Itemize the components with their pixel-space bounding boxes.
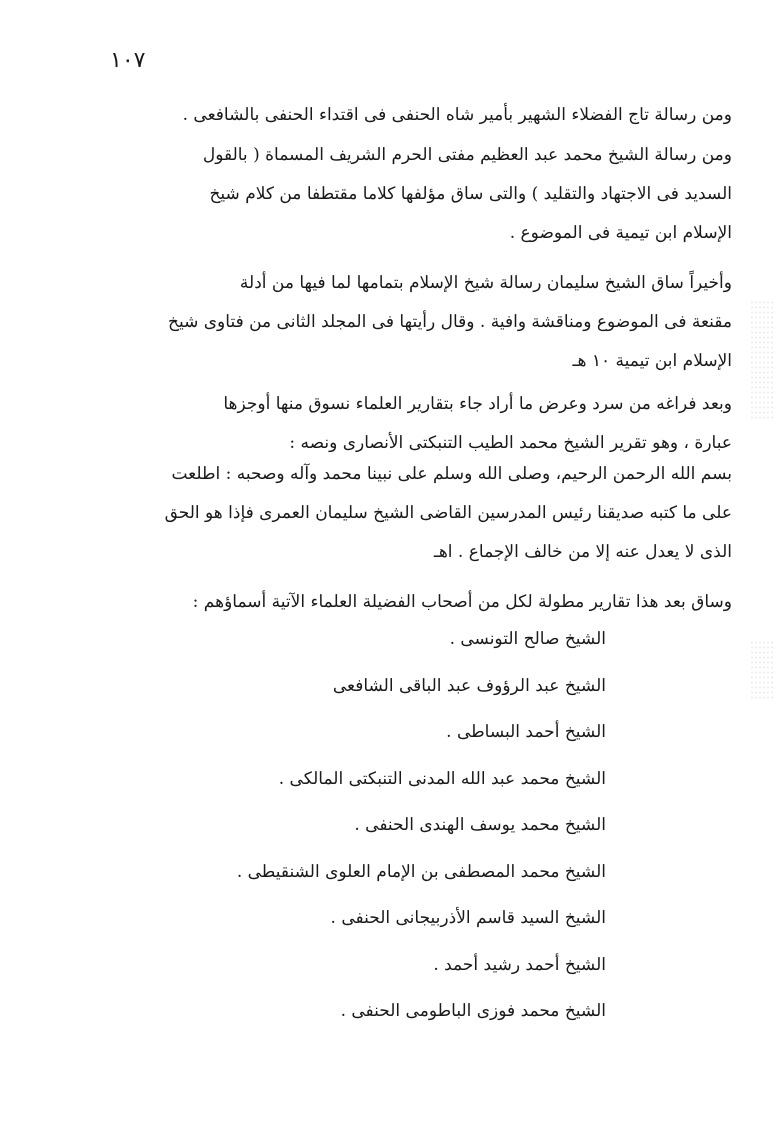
paragraph-line: السديد فى الاجتهاد والتقليد ) والتى ساق مؤلفها كلاما مقتطفا من كلام شيخ <box>209 184 732 204</box>
paragraph-line: مقنعة فى الموضوع ومناقشة وافية . وقال رأيتها فى المجلد الثانى من فتاوى شيخ <box>168 312 732 332</box>
paragraph-line: ومن رسالة تاج الفضلاء الشهير بأمير شاه الحنفى فى اقتداء الحنفى بالشافعى . <box>182 105 732 125</box>
paragraph-line: ومن رسالة الشيخ محمد عبد العظيم مفتى الحرم الشريف المسماة ( بالقول <box>202 145 732 165</box>
scan-noise <box>750 300 774 420</box>
paragraph-4 <box>92 385 732 463</box>
scholar-name: الشيخ محمد يوسف الهندى الحنفى . <box>354 815 606 835</box>
scholar-name: الشيخ محمد عبد الله المدنى التنبكتى المالكى . <box>278 768 606 789</box>
paragraph-3 <box>92 264 732 381</box>
scholar-name: الشيخ السيد قاسم الأذربيجانى الحنفى . <box>330 908 606 928</box>
scholars-list <box>86 616 606 1035</box>
scan-noise <box>750 640 774 700</box>
paragraph-1 <box>92 96 732 135</box>
paragraph-line: الإسلام ابن تيمية فى الموضوع . <box>509 223 732 243</box>
scholar-name: الشيخ محمد فوزى الباطومى الحنفى . <box>340 1001 606 1021</box>
scholar-name: الشيخ صالح التونسى . <box>449 629 606 649</box>
paragraph-line: على ما كتبه صديقنا رئيس المدرسين القاضى الشيخ سليمان العمرى فإذا هو الحق <box>164 503 732 523</box>
paragraph-line: الإسلام ابن تيمية ١٠ هـ <box>572 351 732 371</box>
paragraph-line: الذى لا يعدل عنه إلا من خالف الإجماع . اهـ <box>433 542 732 562</box>
scholar-name: الشيخ أحمد رشيد أحمد . <box>433 954 606 975</box>
paragraph-line: عبارة ، وهو تقرير الشيخ محمد الطيب التنبكتى الأنصارى ونصه : <box>289 433 732 453</box>
scholar-name: الشيخ عبد الرؤوف عبد الباقى الشافعى <box>332 675 606 696</box>
paragraph-line: بسم الله الرحمن الرحيم، وصلى الله وسلم على نبينا محمد وآله وصحبه : اطلعت <box>171 464 732 484</box>
paragraph-line: وساق بعد هذا تقارير مطولة لكل من أصحاب الفضيلة العلماء الآتية أسماؤهم : <box>192 592 732 612</box>
paragraph-5-quote <box>92 455 732 572</box>
scholar-name: الشيخ محمد المصطفى بن الإمام العلوى الشنقيطى . <box>236 861 606 882</box>
paragraph-line: وأخيراً ساق الشيخ سليمان رسالة شيخ الإسلام بتمامها لما فيها من أدلة <box>239 273 732 293</box>
page-number: ١٠٧ <box>110 48 146 73</box>
paragraph-line: وبعد فراغه من سرد وعرض ما أراد جاء بتقارير العلماء نسوق منها أوجزها <box>223 394 732 414</box>
paragraph-2 <box>92 136 732 253</box>
scholar-name: الشيخ أحمد البساطى . <box>446 722 606 742</box>
